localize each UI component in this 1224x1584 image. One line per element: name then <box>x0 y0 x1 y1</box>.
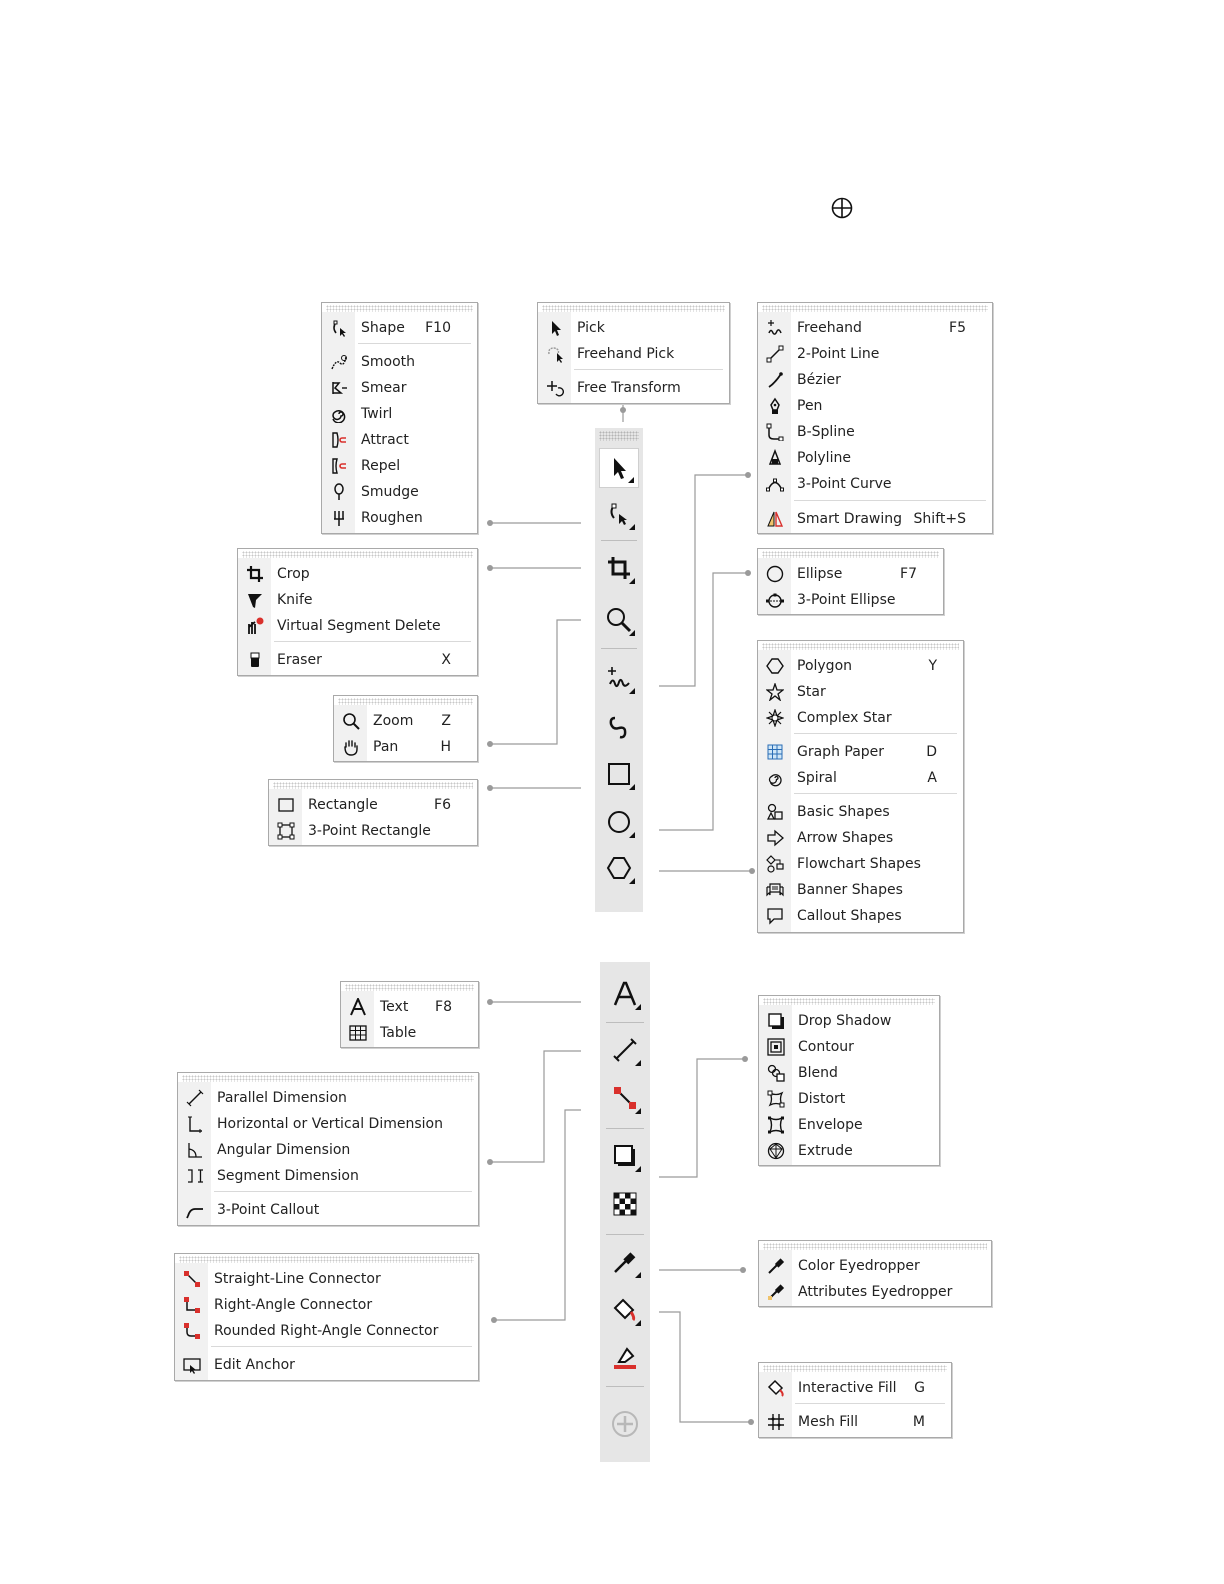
menu-item-straight-line-connector[interactable] <box>175 1266 478 1292</box>
menu-item-label: Arrow Shapes <box>797 830 894 846</box>
menu-item-segment-dimension[interactable] <box>178 1163 478 1189</box>
menu-item-eraser[interactable] <box>238 647 477 673</box>
menu-item-twirl[interactable] <box>322 401 477 427</box>
menu-item-shortcut: F5 <box>949 320 966 336</box>
ellipse-flyout <box>757 548 944 615</box>
polygon-icon <box>758 653 791 679</box>
roughen-icon <box>322 505 355 531</box>
menu-item-3-point-callout[interactable] <box>178 1197 478 1223</box>
menu-item-shortcut: Shift+S <box>913 511 966 527</box>
table-icon <box>341 1020 374 1046</box>
arrow-shapes-icon <box>758 825 791 851</box>
menu-item-label: Freehand <box>797 320 862 336</box>
menu-item-label: Straight-Line Connector <box>214 1271 381 1287</box>
menu-item-label: Pen <box>797 398 823 414</box>
horizontal-vertical-dimension-icon <box>178 1111 211 1137</box>
menu-item-label: Pan <box>373 739 399 755</box>
menu-separator <box>794 793 957 794</box>
pan-icon <box>334 734 367 760</box>
menu-item-label: 3-Point Curve <box>797 476 892 492</box>
menu-item-parallel-dimension[interactable] <box>178 1085 478 1111</box>
two-point-line-icon <box>758 341 791 367</box>
freehand-icon <box>758 315 791 341</box>
ellipse-flyout-grip[interactable] <box>762 551 939 558</box>
menu-item-3-point-rectangle[interactable] <box>269 818 477 844</box>
menu-separator <box>358 343 471 344</box>
ellipse-tool-button[interactable] <box>599 802 639 842</box>
menu-item-label: Rounded Right-Angle Connector <box>214 1323 439 1339</box>
menu-item-arrow-shapes[interactable] <box>758 825 963 851</box>
fill-flyout <box>758 1362 952 1438</box>
menu-item-ellipse[interactable] <box>758 561 943 587</box>
zoom-tool-button[interactable] <box>599 600 639 640</box>
curve-flyout-grip[interactable] <box>762 305 988 312</box>
three-point-rectangle-icon <box>269 818 302 844</box>
menu-item-label: Bézier <box>797 372 841 388</box>
menu-item-star[interactable] <box>758 679 963 705</box>
menu-item-smooth[interactable] <box>322 349 477 375</box>
menu-item-3-point-curve[interactable] <box>758 471 992 497</box>
color-eyedropper-icon <box>759 1253 792 1279</box>
right-angle-connector-icon <box>175 1292 208 1318</box>
menu-item-label: Smooth <box>361 354 416 370</box>
pick-icon <box>538 315 571 341</box>
zoom-icon <box>334 708 367 734</box>
menu-item-label: Right-Angle Connector <box>214 1297 373 1313</box>
menu-item-label: Polygon <box>797 658 853 674</box>
complex-star-icon <box>758 705 791 731</box>
menu-item-label: Color Eyedropper <box>798 1258 920 1274</box>
smudge-icon <box>322 479 355 505</box>
menu-item-label: Eraser <box>277 652 322 668</box>
add-tool-icon <box>611 1410 639 1438</box>
menu-item-label: Ellipse <box>797 566 843 582</box>
menu-item-label: Smudge <box>361 484 419 500</box>
segment-dimension-icon <box>178 1163 211 1189</box>
rectangle-icon <box>269 792 302 818</box>
menu-item-shortcut: F7 <box>900 566 917 582</box>
zoom-flyout <box>333 695 478 762</box>
menu-item-label: Drop Shadow <box>798 1013 892 1029</box>
menu-separator <box>794 733 957 734</box>
menu-item-2-point-line[interactable] <box>758 341 992 367</box>
menu-item-pen[interactable] <box>758 393 992 419</box>
add-tool-button[interactable] <box>605 1404 645 1444</box>
crop-icon <box>238 561 271 587</box>
blend-icon <box>759 1060 792 1086</box>
text-flyout <box>340 981 479 1048</box>
smooth-icon <box>322 349 355 375</box>
menu-item-b-zier[interactable] <box>758 367 992 393</box>
menu-item-angular-dimension[interactable] <box>178 1137 478 1163</box>
menu-item-attract[interactable] <box>322 427 477 453</box>
menu-item-label: Smart Drawing <box>797 511 903 527</box>
menu-item-label: Knife <box>277 592 313 608</box>
menu-item-text[interactable] <box>341 994 478 1020</box>
polyline-icon <box>758 445 791 471</box>
menu-item-right-angle-connector[interactable] <box>175 1292 478 1318</box>
transparency-tool-button[interactable] <box>605 1184 645 1224</box>
edit-anchor-icon <box>175 1352 208 1378</box>
artistic-media-tool-button[interactable] <box>599 706 639 746</box>
menu-item-spiral[interactable] <box>758 765 963 791</box>
menu-item-graph-paper[interactable] <box>758 739 963 765</box>
extrude-icon <box>759 1138 792 1164</box>
angular-dimension-icon <box>178 1137 211 1163</box>
connector-flyout <box>174 1253 479 1381</box>
menu-item-shortcut: G <box>914 1380 925 1396</box>
connector-tool-button[interactable] <box>605 1078 645 1118</box>
menu-item-label: Complex Star <box>797 710 892 726</box>
menu-item-repel[interactable] <box>322 453 477 479</box>
rectangle-flyout-grip[interactable] <box>273 782 473 789</box>
rectangle-tool-button[interactable] <box>599 754 639 794</box>
menu-item-label: Segment Dimension <box>217 1168 359 1184</box>
text-flyout-grip[interactable] <box>345 984 474 991</box>
menu-item-label: Twirl <box>361 406 393 422</box>
menu-item-complex-star[interactable] <box>758 705 963 731</box>
menu-item-attributes-eyedropper[interactable] <box>759 1279 991 1305</box>
menu-item-label: Extrude <box>798 1143 853 1159</box>
menu-item-label: Text <box>380 999 409 1015</box>
curve-flyout <box>757 302 993 534</box>
menu-item-label: Graph Paper <box>797 744 885 760</box>
menu-item-label: Callout Shapes <box>797 908 902 924</box>
menu-item-virtual-segment-delete[interactable] <box>238 613 477 639</box>
menu-item-edit-anchor[interactable] <box>175 1352 478 1378</box>
menu-item-polygon[interactable] <box>758 653 963 679</box>
menu-item-blend[interactable] <box>759 1060 939 1086</box>
menu-item-label: 2-Point Line <box>797 346 880 362</box>
menu-item-pick[interactable] <box>538 315 729 341</box>
menu-item-label: Interactive Fill <box>798 1380 897 1396</box>
three-point-callout-icon <box>178 1197 211 1223</box>
transparency-tool-icon <box>611 1190 639 1218</box>
menu-item-label: Distort <box>798 1091 846 1107</box>
menu-item-shortcut: A <box>927 770 937 786</box>
menu-item-free-transform[interactable] <box>538 375 729 401</box>
menu-item-shortcut: Y <box>928 658 937 674</box>
menu-item-polyline[interactable] <box>758 445 992 471</box>
interactive-fill-tool-button[interactable] <box>605 1290 645 1330</box>
freehand-pick-icon <box>538 341 571 367</box>
shape-tool-icon <box>322 315 355 341</box>
free-transform-icon <box>538 375 571 401</box>
crop-flyout <box>237 548 478 676</box>
menu-item-knife[interactable] <box>238 587 477 613</box>
menu-item-callout-shapes[interactable] <box>758 903 963 929</box>
envelope-icon <box>759 1112 792 1138</box>
polygon-tool-button[interactable] <box>599 848 639 888</box>
star-icon <box>758 679 791 705</box>
menu-item-label: Crop <box>277 566 310 582</box>
menu-item-freehand-pick[interactable] <box>538 341 729 367</box>
menu-item-shortcut: M <box>912 1414 925 1430</box>
pick-tool-button[interactable] <box>599 448 639 488</box>
effects-flyout <box>758 995 940 1166</box>
menu-item-contour[interactable] <box>759 1034 939 1060</box>
menu-item-banner-shapes[interactable] <box>758 877 963 903</box>
drop-shadow-icon <box>759 1008 792 1034</box>
straight-line-connector-icon <box>175 1266 208 1292</box>
menu-item-shape[interactable] <box>322 315 477 341</box>
menu-item-horizontal-or-vertical-dimension[interactable] <box>178 1111 478 1137</box>
pen-icon <box>758 393 791 419</box>
eyedropper-flyout <box>758 1240 992 1307</box>
menu-item-label: Zoom <box>373 713 414 729</box>
menu-item-extrude[interactable] <box>759 1138 939 1164</box>
smear-icon <box>322 375 355 401</box>
toolbox-lower <box>600 962 650 1462</box>
text-tool-button[interactable] <box>605 974 645 1014</box>
callout-shapes-icon <box>758 903 791 929</box>
drop-shadow-tool-button[interactable] <box>605 1136 645 1176</box>
repel-icon <box>322 453 355 479</box>
menu-item-b-spline[interactable] <box>758 419 992 445</box>
menu-item-shortcut: F6 <box>434 797 451 813</box>
menu-item-shortcut: F10 <box>425 320 451 336</box>
shape-flyout-grip[interactable] <box>326 305 473 312</box>
interactive-fill-icon <box>759 1375 792 1401</box>
shape-flyout <box>321 302 478 534</box>
menu-item-shortcut: D <box>926 744 937 760</box>
menu-separator <box>274 641 471 642</box>
three-point-ellipse-icon <box>758 587 791 613</box>
menu-item-crop[interactable] <box>238 561 477 587</box>
attract-icon <box>322 427 355 453</box>
menu-item-label: Smear <box>361 380 407 396</box>
menu-item-shortcut: H <box>440 739 451 755</box>
menu-item-label: 3-Point Ellipse <box>797 592 896 608</box>
menu-item-shortcut: F8 <box>435 999 452 1015</box>
distort-icon <box>759 1086 792 1112</box>
shape-tool-button[interactable] <box>599 494 639 534</box>
menu-item-label: Edit Anchor <box>214 1357 295 1373</box>
menu-item-envelope[interactable] <box>759 1112 939 1138</box>
menu-item-label: Rectangle <box>308 797 378 813</box>
menu-item-drop-shadow[interactable] <box>759 1008 939 1034</box>
menu-item-freehand[interactable] <box>758 315 992 341</box>
menu-item-roughen[interactable] <box>322 505 477 531</box>
zoom-flyout-grip[interactable] <box>338 698 473 705</box>
smart-fill-tool-button[interactable] <box>605 1338 645 1378</box>
menu-item-label: Envelope <box>798 1117 863 1133</box>
menu-item-label: Repel <box>361 458 401 474</box>
smart-drawing-icon <box>758 506 791 532</box>
three-point-curve-icon <box>758 471 791 497</box>
virtual-segment-delete-icon <box>238 613 271 639</box>
basic-shapes-icon <box>758 799 791 825</box>
menu-item-label: 3-Point Rectangle <box>308 823 431 839</box>
attributes-eyedropper-icon <box>759 1279 792 1305</box>
rounded-right-angle-connector-icon <box>175 1318 208 1344</box>
b-spline-icon <box>758 419 791 445</box>
mesh-fill-icon <box>759 1409 792 1435</box>
polygon-flyout-grip[interactable] <box>762 643 959 650</box>
effects-flyout-grip[interactable] <box>763 998 935 1005</box>
menu-item-basic-shapes[interactable] <box>758 799 963 825</box>
toolbox-upper <box>595 428 643 912</box>
contour-icon <box>759 1034 792 1060</box>
menu-item-smear[interactable] <box>322 375 477 401</box>
menu-item-smudge[interactable] <box>322 479 477 505</box>
menu-item-label: Flowchart Shapes <box>797 856 921 872</box>
menu-item-label: Attract <box>361 432 409 448</box>
menu-item-label: Blend <box>798 1065 838 1081</box>
eraser-icon <box>238 647 271 673</box>
menu-item-table[interactable] <box>341 1020 478 1046</box>
eyedropper-flyout-grip[interactable] <box>763 1243 987 1250</box>
menu-item-label: Pick <box>577 320 605 336</box>
polygon-flyout <box>757 640 964 933</box>
menu-item-distort[interactable] <box>759 1086 939 1112</box>
parallel-dimension-icon <box>178 1085 211 1111</box>
menu-item-label: Attributes Eyedropper <box>798 1284 953 1300</box>
menu-item-rectangle[interactable] <box>269 792 477 818</box>
menu-item-label: Roughen <box>361 510 423 526</box>
spiral-icon <box>758 765 791 791</box>
menu-item-label: Freehand Pick <box>577 346 675 362</box>
menu-item-label: Virtual Segment Delete <box>277 618 441 634</box>
crop-tool-button[interactable] <box>599 548 639 588</box>
toolbox-grip[interactable] <box>599 431 639 441</box>
menu-separator <box>574 369 723 370</box>
pick-flyout <box>537 302 730 404</box>
ellipse-icon <box>758 561 791 587</box>
menu-item-label: Contour <box>798 1039 854 1055</box>
menu-item-smart-drawing[interactable] <box>758 506 992 532</box>
menu-item-zoom[interactable] <box>334 708 477 734</box>
menu-separator <box>794 500 986 501</box>
smart-fill-tool-icon <box>611 1344 639 1372</box>
menu-item-shortcut: X <box>441 652 451 668</box>
dimension-flyout <box>177 1072 479 1226</box>
menu-item-label: Banner Shapes <box>797 882 903 898</box>
menu-item-flowchart-shapes[interactable] <box>758 851 963 877</box>
graph-paper-icon <box>758 739 791 765</box>
dimension-tool-button[interactable] <box>605 1030 645 1070</box>
menu-item-label: B-Spline <box>797 424 855 440</box>
crop-flyout-grip[interactable] <box>242 551 473 558</box>
menu-item-label: Shape <box>361 320 405 336</box>
menu-item-color-eyedropper[interactable] <box>759 1253 991 1279</box>
menu-item-shortcut: Z <box>441 713 451 729</box>
eyedropper-tool-button[interactable] <box>605 1242 645 1282</box>
fill-flyout-grip[interactable] <box>763 1365 947 1372</box>
menu-separator <box>795 1403 945 1404</box>
menu-item-pan[interactable] <box>334 734 477 760</box>
menu-item-label: Mesh Fill <box>798 1414 859 1430</box>
pick-flyout-grip[interactable] <box>542 305 725 312</box>
text-icon <box>341 994 374 1020</box>
banner-shapes-icon <box>758 877 791 903</box>
menu-item-rounded-right-angle-connector[interactable] <box>175 1318 478 1344</box>
menu-item-label: 3-Point Callout <box>217 1202 320 1218</box>
menu-item-label: Horizontal or Vertical Dimension <box>217 1116 443 1132</box>
freehand-tool-button[interactable] <box>599 658 639 698</box>
menu-item-label: Star <box>797 684 826 700</box>
bezier-icon <box>758 367 791 393</box>
knife-icon <box>238 587 271 613</box>
dimension-flyout-grip[interactable] <box>182 1075 474 1082</box>
menu-item-label: Angular Dimension <box>217 1142 351 1158</box>
circled-plus-icon <box>831 197 853 219</box>
menu-item-label: Free Transform <box>577 380 681 396</box>
menu-item-label: Parallel Dimension <box>217 1090 347 1106</box>
menu-item-3-point-ellipse[interactable] <box>758 587 943 613</box>
connector-flyout-grip[interactable] <box>179 1256 474 1263</box>
menu-item-label: Spiral <box>797 770 837 786</box>
menu-separator <box>211 1346 472 1347</box>
menu-item-label: Basic Shapes <box>797 804 890 820</box>
menu-item-label: Polyline <box>797 450 851 466</box>
twirl-icon <box>322 401 355 427</box>
menu-item-mesh-fill[interactable] <box>759 1409 951 1435</box>
rectangle-flyout <box>268 779 478 846</box>
flowchart-shapes-icon <box>758 851 791 877</box>
artistic-media-tool-icon <box>605 712 633 740</box>
menu-item-interactive-fill[interactable] <box>759 1375 951 1401</box>
menu-separator <box>214 1191 472 1192</box>
menu-item-label: Table <box>380 1025 417 1041</box>
